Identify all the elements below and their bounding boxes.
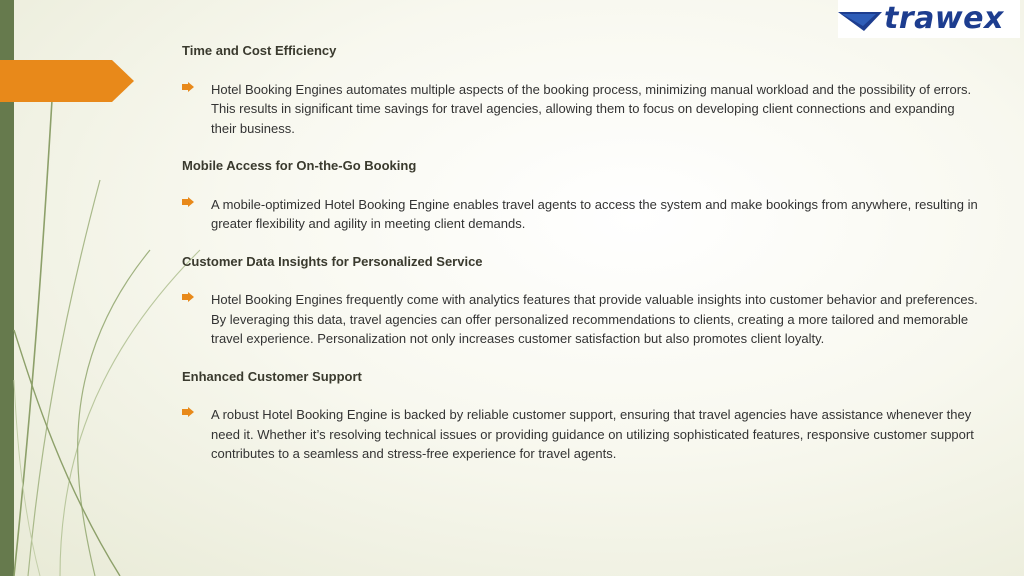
list-item — [182, 80, 982, 139]
list-item — [182, 290, 982, 349]
bullet-text: A robust Hotel Booking Engine is backed by reliable customer support, ensuring that travel agencies have assistance whenever they need it. Whether it’s resolving technical issues or providing guidance on utilizing sophisticated features, responsive customer support contributes to a seamless and stress-free experience for travel agents. — [211, 407, 974, 461]
bullet-arrow-icon — [182, 292, 194, 302]
logo-wordmark: trawex — [884, 1, 1004, 36]
bullet-arrow-icon — [182, 407, 194, 417]
main-content — [182, 41, 982, 482]
orange-arrow-tab — [0, 60, 134, 102]
list-item — [182, 405, 982, 464]
section-heading: Customer Data Insights for Personalized Service — [182, 253, 483, 269]
trawex-logo — [838, 0, 1020, 38]
list-item — [182, 195, 982, 234]
bullet-text: Hotel Booking Engines frequently come with analytics features that provide valuable insights into customer behavior and preferences. By leveraging this data, travel agencies can offer personalized recommendations to clients, creating a more tailored and memorable travel experience. Personalization not only increases customer satisfaction but also promotes client loyalty. — [211, 292, 978, 346]
bullet-text: Hotel Booking Engines automates multiple aspects of the booking process, minimizing manual workload and the possibility of errors. This results in significant time savings for travel agencies, allowing them to focus on developing client connections and expanding their business. — [211, 81, 972, 136]
bullet-text: A mobile-optimized Hotel Booking Engine enables travel agents to access the system and make bookings from anywhere, resulting in greater flexibility and agility in meeting client demands. — [211, 196, 978, 231]
section-heading: Enhanced Customer Support — [182, 368, 362, 384]
section-heading: Mobile Access for On-the-Go Booking — [182, 158, 417, 173]
airplane-arrow-icon — [838, 6, 882, 32]
bullet-arrow-icon — [182, 197, 194, 207]
bullet-arrow-icon — [182, 82, 194, 92]
section-heading: Time and Cost Efficiency — [182, 43, 337, 58]
